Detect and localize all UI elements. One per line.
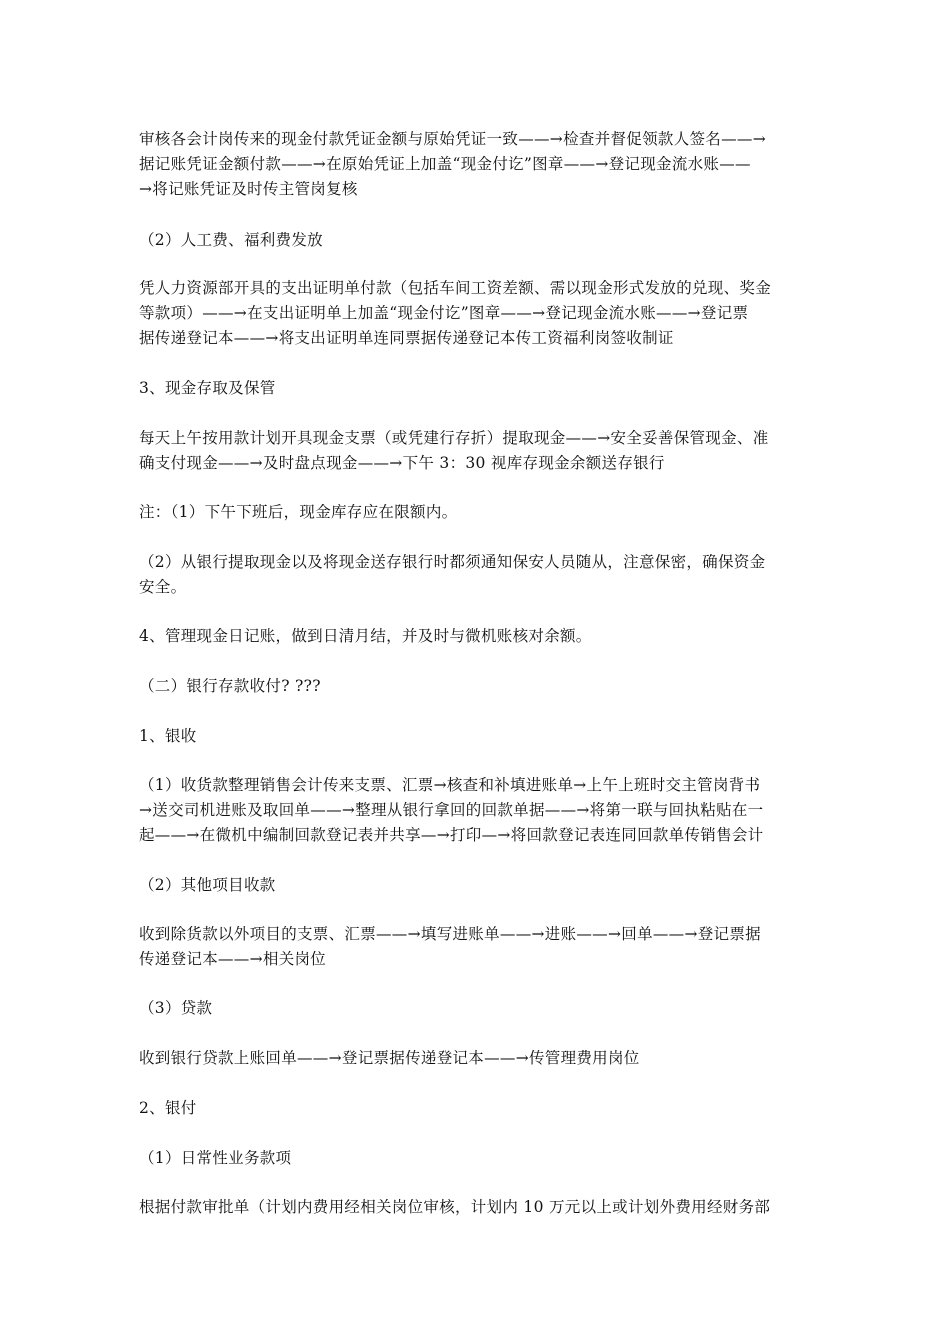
paragraph-loans-flow: [139, 1046, 814, 1071]
text-line: 起——→在微机中编制回款登记表并共享—→打印—→将回款登记表连同回款单传销售会计: [139, 826, 764, 844]
heading-bank-receipt: [139, 724, 814, 749]
text-line: （1）日常性业务款项: [139, 1149, 292, 1167]
text-line: 4、管理现金日记账，做到日清月结，并及时与微机账核对余额。: [139, 627, 592, 645]
paragraph-goods-payment-flow: [139, 773, 814, 848]
paragraph-labor-welfare-flow: [139, 276, 814, 351]
text-line: 收到除货款以外项目的支票、汇票——→填写进账单——→进账——→回单——→登记票据: [139, 925, 761, 943]
text-line: （2）从银行提取现金以及将现金送存银行时都须通知保安人员随从，注意保密，确保资金: [139, 553, 766, 571]
paragraph-daily-payments: [139, 1195, 814, 1220]
paragraph-other-receipts-flow: [139, 922, 814, 972]
text-line: （二）银行存款收付? ???: [139, 677, 321, 695]
heading-bank-payment: [139, 1096, 814, 1121]
note-1: [139, 500, 814, 525]
text-line: 传递登记本——→相关岗位: [139, 950, 327, 968]
text-line: （1）收货款整理销售会计传来支票、汇票→核查和补填进账单→上午上班时交主管岗背书: [139, 776, 761, 794]
text-line: 收到银行贷款上账回单——→登记票据传递登记本——→传管理费用岗位: [139, 1049, 640, 1067]
text-line: 审核各会计岗传来的现金付款凭证金额与原始凭证一致——→检查并督促领款人签名——→: [139, 130, 766, 148]
text-line: →送交司机进账及取回单——→整理从银行拿回的回款单据——→将第一联与回执粘贴在一: [139, 801, 764, 819]
paragraph-cash-storage-flow: [139, 426, 814, 476]
heading-loans: [139, 996, 814, 1021]
text-line: （2）人工费、福利费发放: [139, 231, 323, 249]
heading-labor-welfare: [139, 228, 814, 253]
text-line: 根据付款审批单（计划内费用经相关岗位审核，计划内 10 万元以上或计划外费用经财务部: [139, 1198, 771, 1216]
text-line: 安全。: [139, 578, 187, 596]
text-line: 注：（1）下午下班后，现金库存应在限额内。: [139, 503, 458, 521]
paragraph-cash-payment-flow: [139, 127, 814, 202]
heading-other-receipts: [139, 873, 814, 898]
text-line: →将记账凭证及时传主管岗复核: [139, 180, 358, 198]
text-line: 确支付现金——→及时盘点现金——→下午 3：30 视库存现金余额送存银行: [139, 454, 665, 472]
note-2: [139, 550, 814, 600]
text-line: 据记账凭证金额付款——→在原始凭证上加盖“现金付讫”图章——→登记现金流水账——: [139, 155, 751, 173]
text-line: 据传递登记本——→将支出证明单连同票据传递登记本传工资福利岗签收制证: [139, 329, 674, 347]
text-line: 3、现金存取及保管: [139, 379, 276, 397]
text-line: 等款项）——→在支出证明单上加盖“现金付讫”图章——→登记现金流水账——→登记票: [139, 304, 749, 322]
text-line: 凭人力资源部开具的支出证明单付款（包括车间工资差额、需以现金形式发放的兑现、奖金: [139, 279, 772, 297]
text-line: （2）其他项目收款: [139, 876, 276, 894]
text-line: 1、银收: [139, 727, 197, 745]
heading-daily-payments: [139, 1146, 814, 1171]
heading-cash-storage: [139, 376, 814, 401]
text-line: 每天上午按用款计划开具现金支票（或凭建行存折）提取现金——→安全妥善保管现金、准: [139, 429, 769, 447]
text-line: 2、银付: [139, 1099, 197, 1117]
heading-cash-journal: [139, 624, 814, 649]
text-line: （3）贷款: [139, 999, 213, 1017]
heading-bank-deposit: [139, 674, 814, 699]
